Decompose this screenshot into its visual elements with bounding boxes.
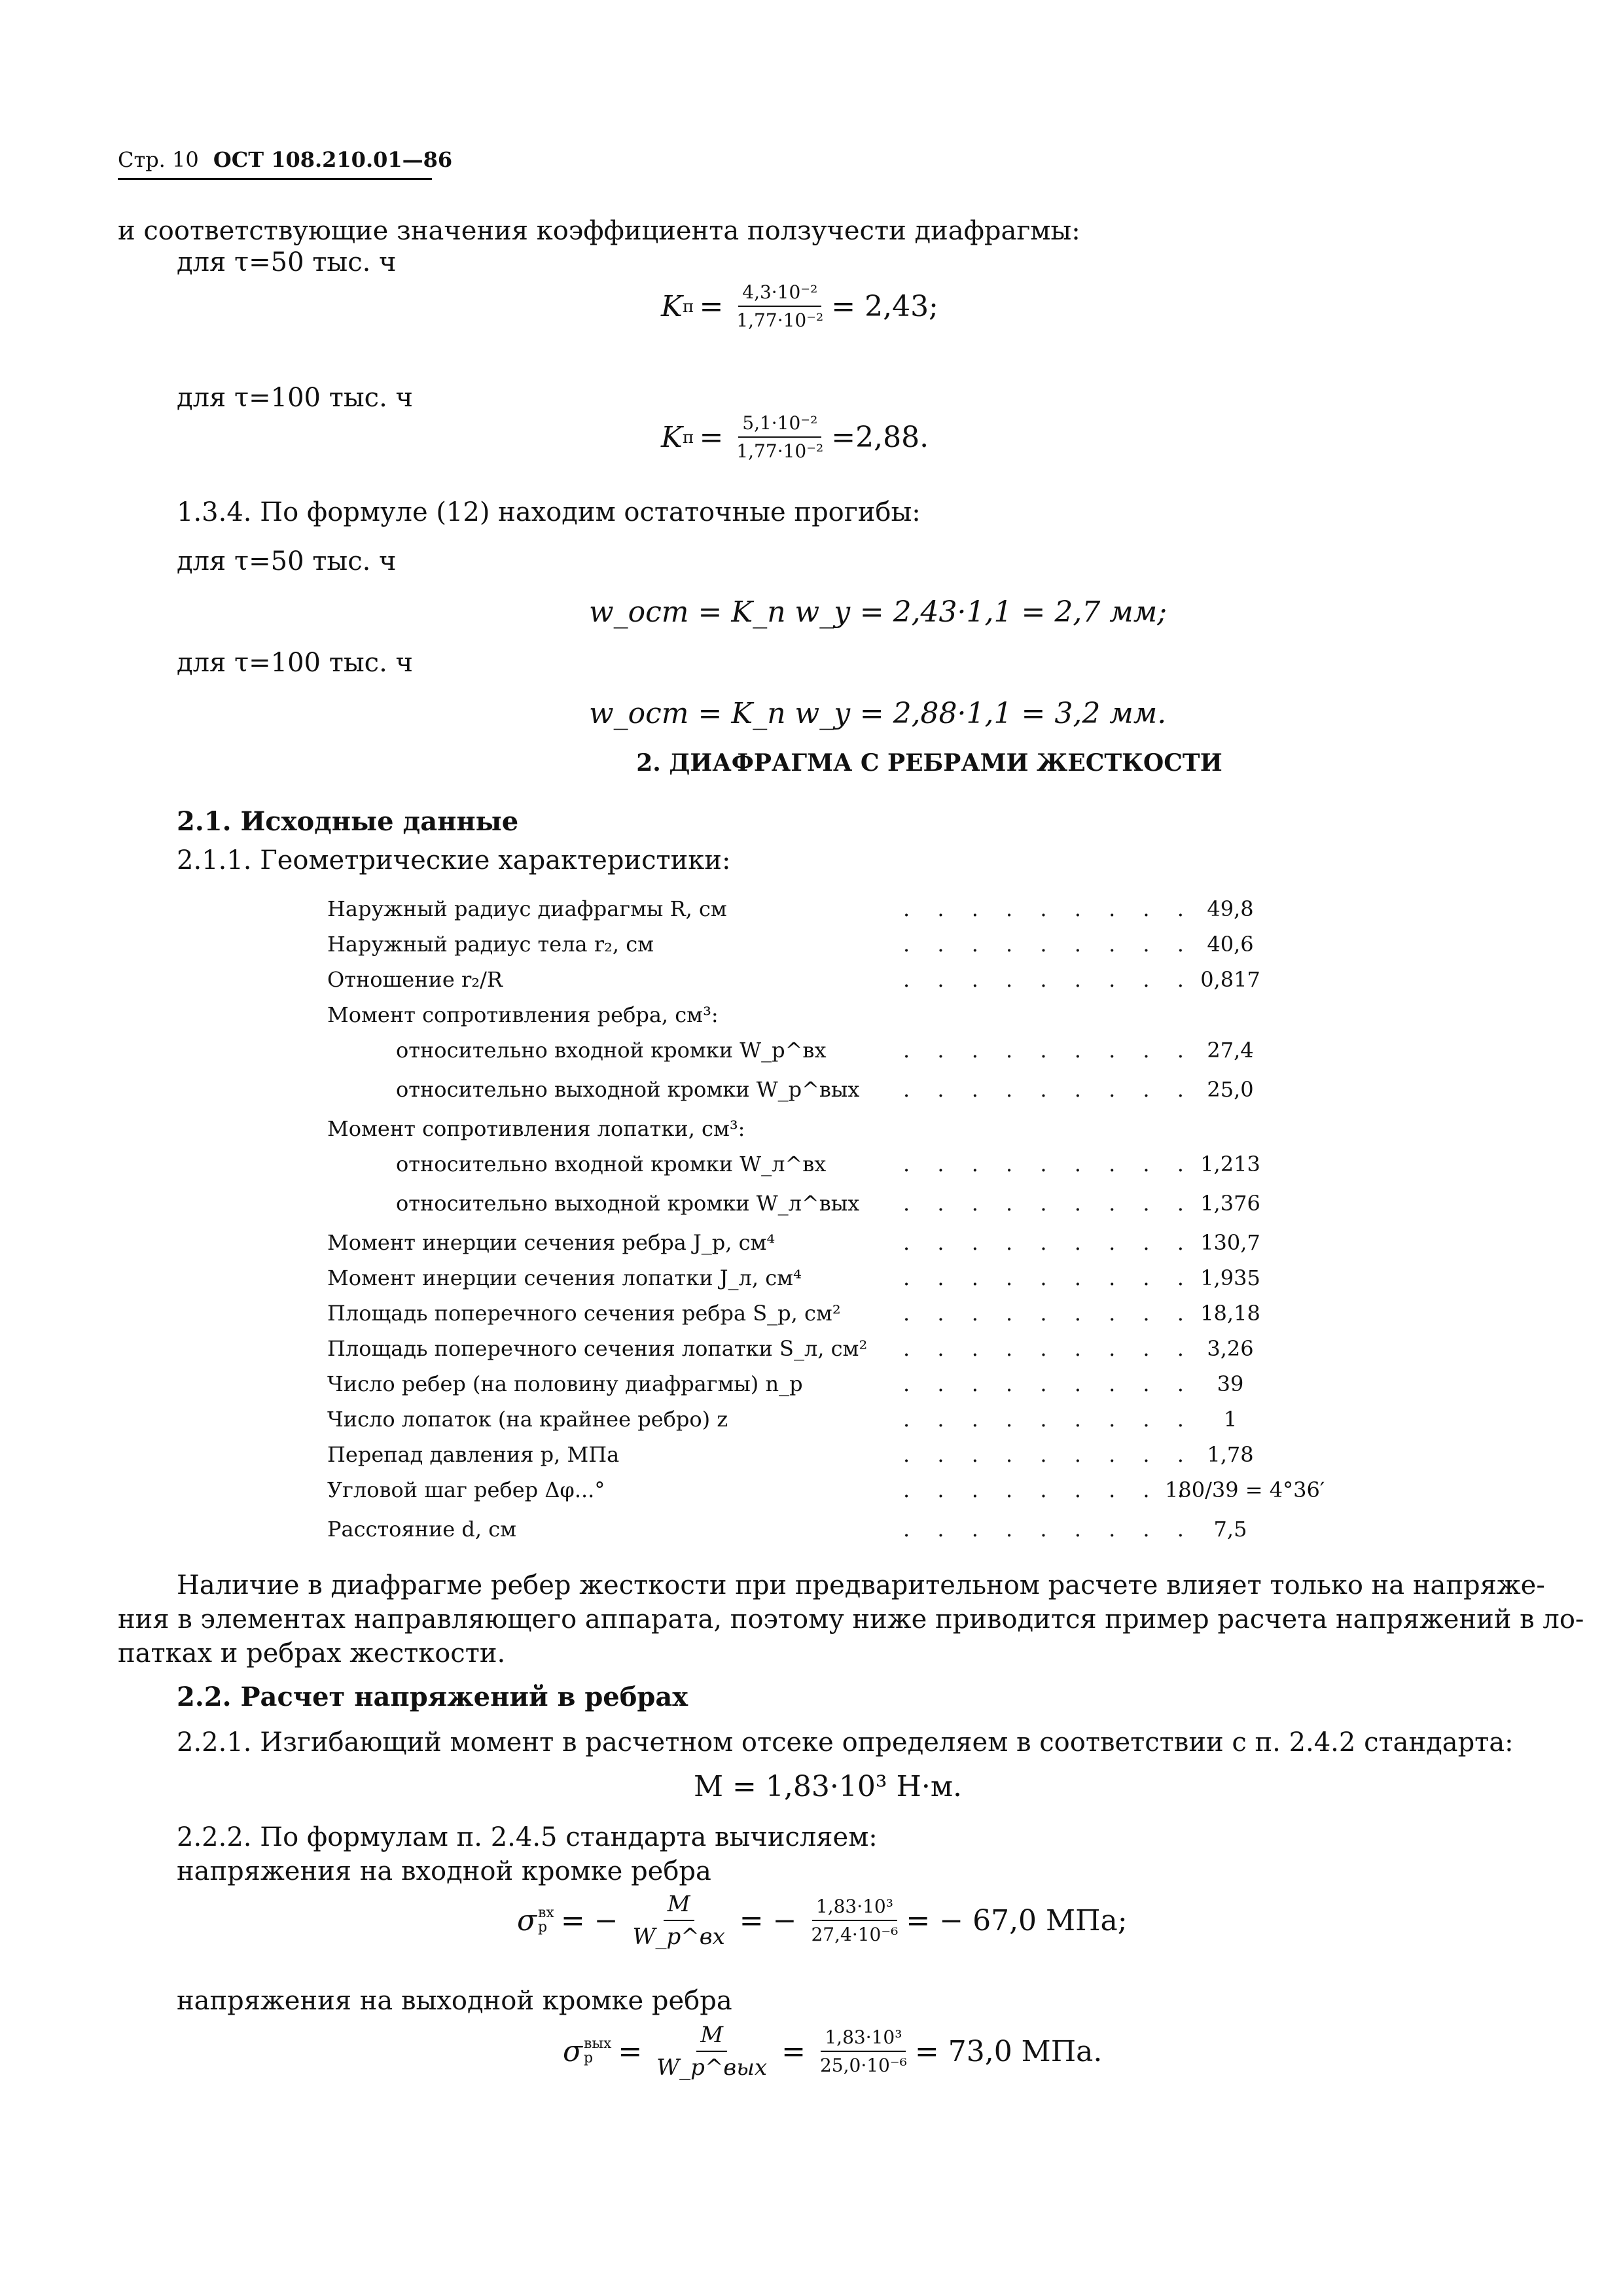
leader-dots: . . . . . . . . . bbox=[903, 1077, 1194, 1102]
table-row bbox=[327, 896, 1296, 932]
leader-dots: . . . . . . . . . bbox=[903, 1301, 1194, 1326]
section-2-1-1: 2.1.1. Геометрические характеристики: bbox=[177, 845, 731, 875]
table-row-value: 0,817 bbox=[1200, 967, 1260, 992]
leader-dots: . . . . . . . . . bbox=[903, 1477, 1194, 1502]
table-row-label: Наружный радиус диафрагмы R, см bbox=[327, 896, 727, 921]
leader-dots: . . . . . . . . . bbox=[903, 1336, 1194, 1361]
sigma-outlet-formula: σ вых р = $\frac{M}{\text{W\_p\textasciicircum{}вых}}$ = $\frac{\text{1,83·10³}}{\text{25,0·10⁻⁶}}$ = 73,0 МПа. bbox=[563, 2022, 1103, 2081]
table-row-value: 7,5 bbox=[1213, 1517, 1247, 1542]
kn-50-result: = 2,43; bbox=[831, 289, 938, 323]
table-row-label: Отношение r₂/R bbox=[327, 967, 503, 992]
table-row bbox=[327, 1301, 1296, 1336]
table-row bbox=[327, 967, 1296, 1002]
table-row bbox=[327, 1265, 1296, 1301]
table-row-label: Момент инерции сечения ребра J_p, см⁴ bbox=[327, 1230, 776, 1255]
table-row bbox=[327, 932, 1296, 967]
table-row-value: 49,8 bbox=[1207, 896, 1254, 921]
kn-100-denominator: 1,77·10⁻² bbox=[736, 440, 824, 462]
sigma-in-fraction-1 bbox=[629, 1891, 729, 1950]
table-row-value: 3,26 bbox=[1207, 1336, 1254, 1361]
table-row bbox=[327, 1002, 1296, 1038]
table-row-label: относительно выходной кромки W_p^вых bbox=[396, 1077, 860, 1102]
sigma-out-fraction-1 bbox=[652, 2022, 771, 2081]
kn-formula-50: K п = $\frac{\text{4,3·10⁻²}}{\text{1,77·10⁻²}}$ = 2,43; bbox=[661, 281, 938, 331]
table-row-value: 1 bbox=[1223, 1407, 1238, 1432]
kn-50-denominator: 1,77·10⁻² bbox=[736, 309, 824, 331]
table-row-label: Число лопаток (на крайнее ребро) z bbox=[327, 1407, 728, 1432]
table-row-label: Площадь поперечного сечения ребра S_p, см² bbox=[327, 1301, 841, 1326]
sigma-symbol-2: σ bbox=[563, 2034, 583, 2068]
table-row-label: Момент инерции сечения лопатки J_л, см⁴ bbox=[327, 1265, 802, 1290]
sigma-in-f1-den: W_p^вх bbox=[632, 1924, 725, 1950]
sigma-in-f2-num: 1,83·10³ bbox=[812, 1896, 897, 1921]
moment-formula: M = 1,83·10³ Н·м. bbox=[694, 1770, 963, 1803]
sigma-in-f1-num: M bbox=[664, 1891, 694, 1921]
sigma-out-result: = 73,0 МПа. bbox=[914, 2034, 1103, 2068]
leader-dots: . . . . . . . . . bbox=[903, 1407, 1194, 1432]
table-row-value: 25,0 bbox=[1207, 1077, 1254, 1102]
section-2-heading: 2. ДИАФРАГМА С РЕБРАМИ ЖЕСТКОСТИ bbox=[636, 749, 1222, 777]
table-row bbox=[327, 1517, 1296, 1552]
sigma-indices-2: вых р bbox=[584, 2036, 612, 2066]
section-2-1-heading: 2.1. Исходные данные bbox=[177, 806, 519, 837]
table-row-label: относительно выходной кромки W_л^вых bbox=[396, 1191, 860, 1216]
inlet-edge-label: напряжения на входной кромке ребра bbox=[177, 1856, 711, 1886]
sigma-out-fraction-2 bbox=[816, 2026, 911, 2076]
outlet-edge-label: напряжения на выходной кромке ребра bbox=[177, 1986, 732, 2016]
kn-50-numerator: 4,3·10⁻² bbox=[738, 281, 821, 307]
sigma-out-f2-num: 1,83·10³ bbox=[821, 2026, 906, 2052]
table-row bbox=[327, 1077, 1296, 1116]
section-2-2-heading: 2.2. Расчет напряжений в ребрах bbox=[177, 1682, 688, 1712]
table-row-label: Угловой шаг ребер Δφ...° bbox=[327, 1477, 605, 1502]
kn-subscript: п bbox=[682, 296, 694, 317]
table-row-label: относительно входной кромки W_p^вх bbox=[396, 1038, 827, 1063]
standard-code: ОСТ 108.210.01—86 bbox=[213, 147, 453, 172]
table-row-label: Площадь поперечного сечения лопатки S_л, см² bbox=[327, 1336, 868, 1361]
table-row bbox=[327, 1442, 1296, 1477]
table-row-label: Момент сопротивления лопатки, см³: bbox=[327, 1116, 745, 1141]
table-row-value: 130,7 bbox=[1200, 1230, 1260, 1255]
kn-100-numerator: 5,1·10⁻² bbox=[738, 412, 821, 438]
p134: 1.3.4. По формуле (12) находим остаточные прогибы: bbox=[177, 497, 921, 527]
leader-dots: . . . . . . . . . bbox=[903, 1191, 1194, 1216]
case-50-label-2: для τ=50 тыс. ч bbox=[177, 546, 397, 576]
table-row bbox=[327, 1116, 1296, 1152]
leader-dots: . . . . . . . . . bbox=[903, 1038, 1194, 1063]
table-row-value: 27,4 bbox=[1207, 1038, 1254, 1063]
table-row-label: Расстояние d, см bbox=[327, 1517, 517, 1542]
kn-fraction-50 bbox=[732, 281, 827, 331]
sigma-out-f1-den: W_p^вых bbox=[656, 2055, 768, 2081]
table-row-value: 1,376 bbox=[1200, 1191, 1260, 1216]
table-row bbox=[327, 1407, 1296, 1442]
table-row-label: относительно входной кромки W_л^вх bbox=[396, 1152, 827, 1176]
intro-line: и соответствующие значения коэффициента ползучести диафрагмы: bbox=[118, 216, 1080, 246]
table-row-value: 1,935 bbox=[1200, 1265, 1260, 1290]
table-row-value: 18,18 bbox=[1200, 1301, 1260, 1326]
sigma-in-result: = − 67,0 МПа; bbox=[906, 1903, 1128, 1937]
table-row-label: Число ребер (на половину диафрагмы) n_p bbox=[327, 1371, 803, 1396]
paragraph-line-2: ния в элементах направляющего аппарата, поэтому ниже приводится пример расчета напряжений в ло- bbox=[118, 1604, 1584, 1634]
kn-fraction-100 bbox=[732, 412, 827, 462]
table-row-label: Момент сопротивления ребра, см³: bbox=[327, 1002, 719, 1027]
geometry-table bbox=[327, 896, 1325, 1552]
leader-dots: . . . . . . . . . bbox=[903, 932, 1194, 957]
kn-subscript-2: п bbox=[682, 427, 694, 448]
sigma-in-f2-den: 27,4·10⁻⁶ bbox=[811, 1924, 899, 1945]
table-row bbox=[327, 1477, 1325, 1517]
case-100-label: для τ=100 тыс. ч bbox=[177, 383, 413, 413]
leader-dots: . . . . . . . . . bbox=[903, 1517, 1194, 1542]
kn-symbol: K bbox=[661, 289, 683, 323]
leader-dots: . . . . . . . . . bbox=[903, 1371, 1194, 1396]
kn-100-result: =2,88. bbox=[831, 420, 929, 454]
table-row bbox=[327, 1371, 1296, 1407]
sigma-out-f1-num: M bbox=[696, 2022, 727, 2052]
table-row-label: Наружный радиус тела r₂, см bbox=[327, 932, 654, 957]
w-formula-100: w_ост = K_п w_у = 2,88·1,1 = 3,2 мм. bbox=[589, 697, 1167, 730]
w-formula-50: w_ост = K_п w_у = 2,43·1,1 = 2,7 мм; bbox=[589, 595, 1168, 629]
leader-dots: . . . . . . . . . bbox=[903, 967, 1194, 992]
leader-dots: . . . . . . . . . bbox=[903, 896, 1194, 921]
sigma-indices: вх р bbox=[538, 1905, 554, 1935]
paragraph-line-3: патках и ребрах жесткости. bbox=[118, 1638, 506, 1669]
case-50-label: для τ=50 тыс. ч bbox=[177, 247, 397, 277]
paragraph-line-1: Наличие в диафрагме ребер жесткости при предварительном расчете влияет только на напряже- bbox=[177, 1570, 1545, 1600]
header-rule bbox=[118, 178, 432, 180]
table-row-value: 1,78 bbox=[1207, 1442, 1254, 1467]
leader-dots: . . . . . . . . . bbox=[903, 1265, 1194, 1290]
table-row-value: 180/39 = 4°36′ bbox=[1165, 1477, 1325, 1502]
table-row-value: 39 bbox=[1217, 1371, 1244, 1396]
section-2-2-1: 2.2.1. Изгибающий момент в расчетном отсеке определяем в соответствии с п. 2.4.2 стандарта: bbox=[177, 1727, 1514, 1757]
leader-dots: . . . . . . . . . bbox=[903, 1442, 1194, 1467]
page-header bbox=[118, 147, 452, 172]
page-number: Стр. 10 bbox=[118, 147, 199, 172]
section-2-2-2: 2.2.2. По формулам п. 2.4.5 стандарта вычисляем: bbox=[177, 1822, 878, 1852]
sigma-out-f2-den: 25,0·10⁻⁶ bbox=[819, 2055, 907, 2076]
table-row bbox=[327, 1336, 1296, 1371]
leader-dots: . . . . . . . . . bbox=[903, 1230, 1194, 1255]
kn-symbol-2: K bbox=[661, 420, 683, 454]
table-row bbox=[327, 1038, 1296, 1077]
table-row bbox=[327, 1152, 1296, 1191]
sigma-in-fraction-2 bbox=[807, 1896, 902, 1945]
table-row-value: 40,6 bbox=[1207, 932, 1254, 957]
table-row-value: 1,213 bbox=[1200, 1152, 1260, 1176]
case-100-label-2: для τ=100 тыс. ч bbox=[177, 648, 413, 678]
sigma-symbol: σ bbox=[517, 1903, 537, 1937]
table-row-label: Перепад давления p, МПа bbox=[327, 1442, 620, 1467]
sigma-inlet-formula: σ вх р = − $\frac{M}{W\_p\^{}вх}$ = − $\frac{\text{1,83·10³}}{\text{27,4·10⁻⁶}}$ = − 67,0 МПа; bbox=[517, 1891, 1128, 1950]
leader-dots: . . . . . . . . . bbox=[903, 1152, 1194, 1176]
table-row bbox=[327, 1191, 1296, 1230]
kn-formula-100: K п = $\frac{\text{5,1·10⁻²}}{\text{1,77·10⁻²}}$ =2,88. bbox=[661, 412, 929, 462]
table-row bbox=[327, 1230, 1296, 1265]
